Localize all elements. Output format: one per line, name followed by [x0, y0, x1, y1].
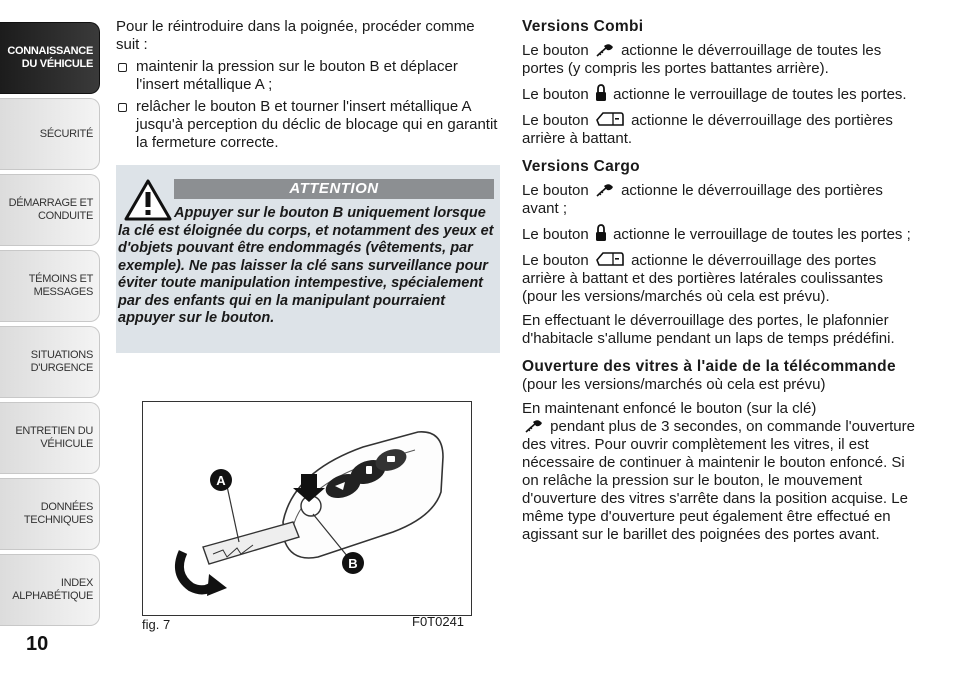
text: actionne le déverrouillage des portes arrière à battant et des portières latérales coulissantes (pour les versions/marchés où cela est prévu).	[522, 252, 884, 305]
intro-paragraph: Pour le réintroduire dans la poignée, procéder comme suit :	[116, 18, 475, 53]
text: En maintenant enfoncé le bouton (sur la clé)	[522, 400, 817, 417]
key-illustration	[142, 401, 472, 616]
tab-label: SÉCURITÉ	[39, 127, 93, 140]
figure-caption: fig. 7	[142, 617, 171, 632]
unlock-key-icon	[524, 418, 544, 434]
chapter-sidebar	[0, 22, 100, 630]
tab-connaissance-du-vehicule[interactable]	[0, 22, 100, 94]
tab-index-alphabetique[interactable]	[0, 554, 100, 626]
section-title: Versions Combi	[522, 18, 644, 35]
text: Le bouton	[522, 226, 589, 243]
tab-label: SITUATIONS D'URGENCE	[30, 349, 93, 374]
warning-title: ATTENTION	[174, 179, 494, 199]
left-column	[116, 18, 500, 156]
rear-door-icon	[595, 110, 625, 128]
section-windows	[522, 358, 917, 544]
checkbox-bullet-icon	[118, 103, 127, 112]
paragraph	[522, 250, 917, 306]
text: actionne le verrouillage de toutes les portes.	[613, 86, 907, 103]
padlock-icon	[595, 224, 607, 242]
paragraph	[522, 182, 917, 218]
tab-situations-d-urgence[interactable]	[0, 326, 100, 398]
text: Le bouton	[522, 42, 589, 59]
section-title: Ouverture des vitres à l'aide de la télécommande	[522, 358, 896, 375]
paragraph	[522, 110, 917, 148]
warning-box	[116, 165, 500, 353]
tab-label: DONNÉES TECHNIQUES	[23, 501, 93, 526]
rear-door-icon	[595, 250, 625, 268]
paragraph	[522, 84, 917, 104]
section-cargo	[522, 158, 917, 348]
paragraph	[522, 42, 917, 78]
page-number: 10	[26, 633, 49, 655]
text: actionne le déverrouillage des portières avant ;	[522, 182, 883, 217]
list-item	[116, 98, 500, 152]
instruction-list	[116, 58, 500, 152]
unlock-key-icon	[595, 182, 615, 198]
tab-donnees-techniques[interactable]	[0, 478, 100, 550]
list-item	[116, 58, 500, 94]
tab-temoins-et-messages[interactable]	[0, 250, 100, 322]
checkbox-bullet-icon	[118, 63, 127, 72]
callout-a-label: A	[216, 473, 226, 488]
text: Le bouton	[522, 182, 589, 199]
text: actionne le déverrouillage des portières arrière à battant.	[522, 112, 893, 147]
section-combi	[522, 18, 917, 148]
section-title: Versions Cargo	[522, 158, 640, 175]
unlock-key-icon	[595, 42, 615, 58]
text: Le bouton	[522, 112, 589, 129]
tab-label: DÉMARRAGE ET CONDUITE	[8, 197, 93, 222]
section-subtitle: (pour les versions/marchés où cela est prévu)	[522, 376, 826, 393]
tab-label: INDEX ALPHABÉTIQUE	[12, 577, 93, 602]
padlock-icon	[595, 84, 607, 102]
tab-securite[interactable]	[0, 98, 100, 170]
key-drawing	[143, 402, 472, 616]
tab-demarrage-et-conduite[interactable]	[0, 174, 100, 246]
figure-code: F0T0241	[412, 614, 465, 629]
text: Le bouton	[522, 86, 589, 103]
list-item-text: maintenir la pression sur le bouton B et déplacer l'insert métallique A ;	[136, 58, 458, 93]
tab-label: CONNAISSANCE DU VÉHICULE	[7, 45, 93, 70]
paragraph: En effectuant le déverrouillage des portes, le plafonnier d'habitacle s'allume pendant un laps de temps prédéfini.	[522, 312, 895, 347]
text: Le bouton	[522, 252, 589, 269]
callout-b-label: B	[348, 556, 358, 571]
list-item-text: relâcher le bouton B et tourner l'insert métallique A jusqu'à perception du déclic de blocage qui en garantit la fermeture correcte.	[136, 98, 498, 151]
tab-entretien-du-vehicule[interactable]	[0, 402, 100, 474]
right-column	[522, 18, 917, 554]
tab-label: TÉMOINS ET MESSAGES	[28, 273, 93, 298]
paragraph	[522, 224, 917, 244]
tab-label: ENTRETIEN DU VÉHICULE	[15, 425, 93, 450]
text: actionne le déverrouillage de toutes les portes (y compris les portes battantes arrière).	[522, 42, 882, 77]
text: actionne le verrouillage de toutes les portes ;	[613, 226, 911, 243]
text: pendant plus de 3 secondes, on commande l'ouverture des vitres. Pour ouvrir complètement les vitres, il est nécessaire de continuer à maintenir le bouton enfoncé. Si on relâche la pression sur le bouton, le mouvement d'ouverture des vitres s'arrête dans la position acquise. Le même type d'ouverture peut également être effectué en agissant sur le barillet des poignées des portes avant.	[522, 418, 915, 543]
warning-text: Appuyer sur le bouton B uniquement lorsque la clé est éloignée du corps, et notamment des yeux et d'objets pouvant être endommagés (vêtements, par exemple). Ne pas laisser la clé sans surveillance pour éviter toute manipulation intempestive, spécialement par des enfants qui en la manipulant pourraient appuyer sur le bouton.	[118, 205, 494, 326]
paragraph	[522, 400, 917, 544]
